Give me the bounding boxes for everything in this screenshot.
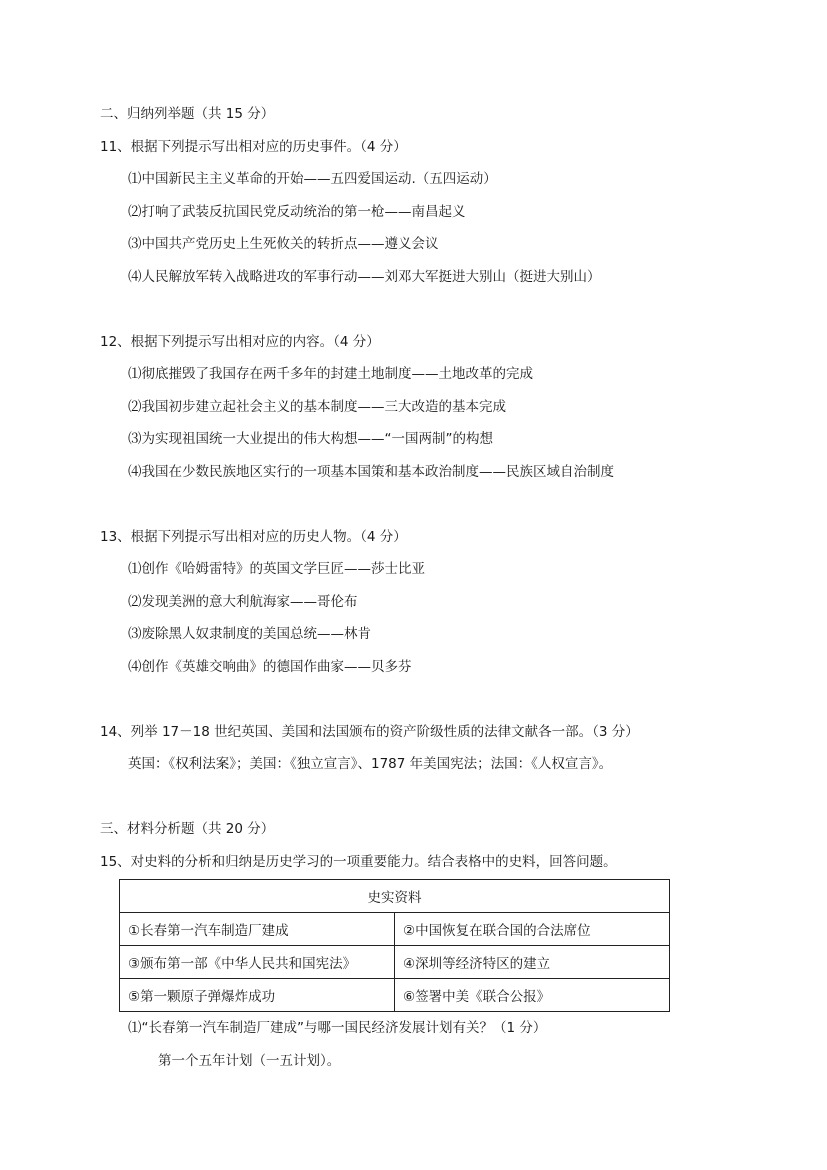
q12-item-2: ⑵我国初步建立起社会主义的基本制度——三大改造的基本完成 [128,399,506,415]
q13-item-1: ⑴创作《哈姆雷特》的英国文学巨匠——莎士比亚 [128,561,425,577]
q14-answer: 英国：《权利法案》；美国：《独立宣言》、1787 年美国宪法；法国：《人权宣言》。 [128,756,613,772]
q12-item-4: ⑷我国在少数民族地区实行的一项基本国策和基本政治制度——民族区域自治制度 [128,464,614,480]
q14-stem: 14、列举 17－18 世纪英国、美国和法国颁布的资产阶级性质的法律文献各一部。（3 分） [100,724,639,740]
q15-sub1-answer: 第一个五年计划（一五计划）。 [158,1053,341,1069]
table-cell: ⑥签署中美《联合公报》 [395,979,670,1012]
table-cell: ②中国恢复在联合国的合法席位 [395,913,670,946]
q15-stem: 15、对史料的分析和归纳是历史学习的一项重要能力。结合表格中的史料，回答问题。 [100,854,617,870]
table-cell: ③颁布第一部《中华人民共和国宪法》 [120,946,395,979]
q11-item-3: ⑶中国共产党历史上生死攸关的转折点——遵义会议 [128,236,439,252]
table-header-row [120,880,670,913]
q11-item-4: ⑷人民解放军转入战略进攻的军事行动——刘邓大军挺进大别山（挺进大别山） [128,269,601,285]
q11-item-2: ⑵打响了武装反抗国民党反动统治的第一枪——南昌起义 [128,204,466,220]
section3-title: 三、材料分析题（共 20 分） [100,821,275,837]
table-row [120,946,670,979]
q11-stem: 11、根据下列提示写出相对应的历史事件。（4 分） [100,139,407,155]
q13-item-2: ⑵发现美洲的意大利航海家——哥伦布 [128,594,358,610]
q12-stem: 12、根据下列提示写出相对应的内容。（4 分） [100,334,380,350]
q13-stem: 13、根据下列提示写出相对应的历史人物。（4 分） [100,529,407,545]
table-row [120,979,670,1012]
table-header: 史实资料 [120,880,670,913]
q12-item-1: ⑴彻底摧毁了我国存在两千多年的封建土地制度——土地改革的完成 [128,366,533,382]
table-cell: ①长春第一汽车制造厂建成 [120,913,395,946]
q11-item-1: ⑴中国新民主主义革命的开始——五四爱国运动.（五四运动） [128,171,497,187]
historical-facts-table [119,879,670,1012]
section2-title: 二、归纳列举题（共 15 分） [100,106,275,122]
q12-item-3: ⑶为实现祖国统一大业提出的伟大构想——“一国两制”的构想 [128,431,493,447]
table-cell: ④深圳等经济特区的建立 [395,946,670,979]
q15-sub1-question: ⑴“长春第一汽车制造厂建成”与哪一国民经济发展计划有关？（1 分） [128,1020,547,1036]
table-row [120,913,670,946]
q13-item-4: ⑷创作《英雄交响曲》的德国作曲家——贝多芬 [128,659,412,675]
q13-item-3: ⑶废除黑人奴隶制度的美国总统——林肯 [128,626,371,642]
table-cell: ⑤第一颗原子弹爆炸成功 [120,979,395,1012]
